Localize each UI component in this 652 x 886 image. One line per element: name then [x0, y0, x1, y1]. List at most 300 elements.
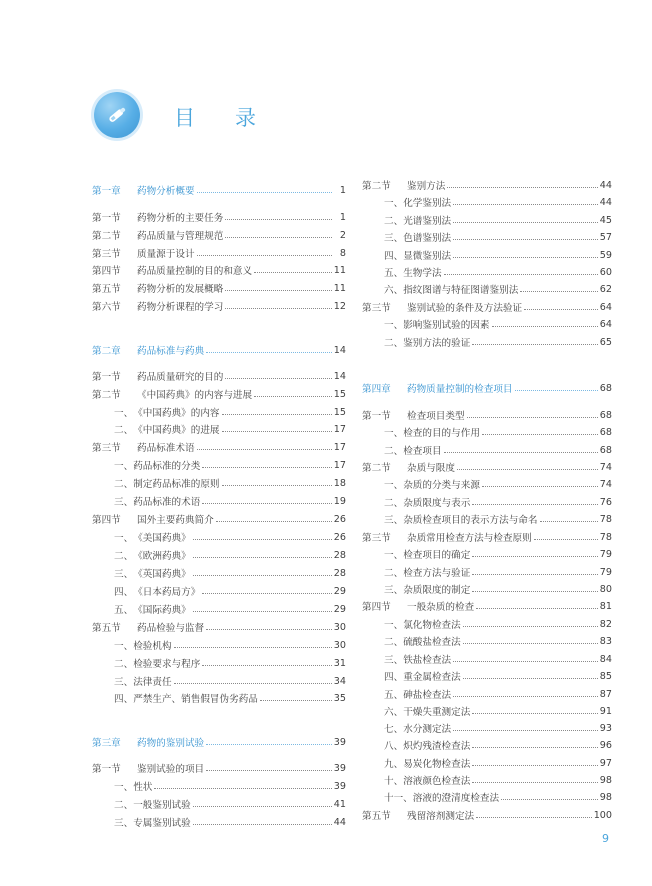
dot-leader	[206, 352, 332, 353]
toc-entry-title: 氯化物检查法	[403, 620, 461, 631]
dot-leader	[222, 414, 332, 415]
toc-entry-label: 第五节	[92, 284, 121, 295]
toc-entry-title: 药物的鉴别试验	[137, 738, 205, 749]
toc-entry-page: 84	[599, 653, 612, 665]
toc-subsection-entry[interactable]	[92, 691, 346, 705]
dot-leader	[154, 788, 331, 789]
toc-section-entry[interactable]	[362, 599, 612, 613]
toc-entry-title: 《欧洲药典》	[133, 551, 191, 562]
toc-entry-label: 第二节	[362, 463, 391, 474]
dot-leader	[225, 219, 332, 220]
toc-entry-title: 药品质量与管理规范	[137, 231, 224, 242]
toc-entry-title: 杂质限度与表示	[403, 498, 471, 509]
dot-leader	[463, 626, 598, 627]
toc-entry-label: 二、	[384, 216, 404, 227]
toc-entry-page: 60	[599, 266, 612, 278]
toc-entry-title: 检查项目	[403, 446, 442, 457]
toc-entry-label: 四、	[384, 672, 404, 683]
toc-entry-title: 显微鉴别法	[403, 251, 452, 262]
toc-entry-label: 三、	[114, 569, 134, 580]
toc-subsection-entry[interactable]	[362, 230, 612, 244]
toc-entry-title: 影响鉴别试验的因素	[403, 320, 490, 331]
toc-chapter-entry[interactable]	[92, 183, 346, 197]
toc-entry-page: 68	[599, 382, 612, 394]
dot-leader	[540, 521, 598, 522]
toc-entry-label: 第六节	[92, 302, 121, 313]
toc-entry-page: 64	[599, 318, 612, 330]
toc-subsection-entry[interactable]	[362, 582, 612, 596]
dot-leader	[225, 290, 331, 291]
toc-subsection-entry[interactable]	[362, 425, 612, 439]
dot-leader	[453, 661, 598, 662]
toc-entry-title: 《美国药典》	[133, 533, 191, 544]
toc-entry-title: 溶液颜色检查法	[403, 776, 471, 787]
toc-entry-page: 78	[599, 531, 612, 543]
toc-entry-label: 十、	[384, 776, 404, 787]
toc-section-entry[interactable]	[362, 178, 612, 192]
toc-entry-label: 一、	[384, 480, 404, 491]
toc-entry-page: 39	[333, 736, 346, 748]
toc-subsection-entry[interactable]	[362, 317, 612, 331]
toc-entry-title: 《中国药典》的进展	[133, 425, 220, 436]
toc-entry-title: 检查项目类型	[407, 411, 465, 422]
toc-subsection-entry[interactable]	[362, 335, 612, 349]
toc-entry-title: 生物学法	[403, 268, 442, 279]
toc-entry-page: 17	[333, 423, 346, 435]
toc-entry-label: 第三节	[362, 533, 391, 544]
toc-entry-title: 药品标准术语	[137, 443, 195, 454]
toc-entry-title: 《中国药典》的内容	[133, 408, 220, 419]
toc-subsection-entry[interactable]	[362, 704, 612, 718]
dot-leader	[174, 647, 332, 648]
dot-leader	[515, 390, 598, 391]
toc-entry-title: 炽灼残渣检查法	[403, 741, 471, 752]
toc-section-entry[interactable]	[92, 620, 346, 634]
toc-section-entry[interactable]	[362, 808, 612, 822]
toc-section-entry[interactable]	[362, 460, 612, 474]
toc-entry-page: 96	[599, 739, 612, 751]
toc-entry-label: 三、	[114, 818, 134, 829]
toc-entry-page: 64	[599, 301, 612, 313]
toc-entry-title: 光谱鉴别法	[403, 216, 452, 227]
toc-entry-page: 15	[333, 406, 346, 418]
dot-leader	[453, 257, 598, 258]
toc-entry-page: 97	[599, 757, 612, 769]
dot-leader	[476, 817, 592, 818]
toc-entry-page: 44	[599, 196, 612, 208]
toc-entry-page: 93	[599, 722, 612, 734]
toc-entry-page: 74	[599, 478, 612, 490]
toc-section-entry[interactable]	[92, 299, 346, 313]
toc-section-entry[interactable]	[362, 530, 612, 544]
dot-leader	[472, 344, 597, 345]
dot-leader	[453, 222, 598, 223]
toc-entry-title: 检验机构	[133, 641, 172, 652]
toc-entry-label: 第二节	[92, 231, 121, 242]
toc-subsection-entry[interactable]	[92, 548, 346, 562]
toc-entry-label: 第三章	[92, 738, 121, 749]
toc-subsection-entry[interactable]	[362, 248, 612, 262]
toc-entry-page: 8	[339, 247, 346, 259]
dot-leader	[174, 683, 332, 684]
toc-entry-page: 41	[333, 798, 346, 810]
toc-entry-page: 82	[599, 618, 612, 630]
toc-entry-page: 15	[333, 388, 346, 400]
toc-entry-label: 二、	[384, 498, 404, 509]
dot-leader	[222, 485, 332, 486]
toc-entry-page: 30	[333, 621, 346, 633]
toc-entry-page: 59	[599, 249, 612, 261]
toc-entry-label: 五、	[384, 690, 404, 701]
dot-leader	[520, 291, 597, 292]
dot-leader	[206, 744, 332, 745]
toc-entry-title: 检查项目的确定	[403, 550, 471, 561]
toc-entry-page: 57	[599, 231, 612, 243]
toc-entry-page: 91	[599, 705, 612, 717]
toc-subsection-entry[interactable]	[362, 282, 612, 296]
toc-entry-label: 第二节	[362, 181, 391, 192]
toc-section-entry[interactable]	[92, 228, 346, 242]
toc-subsection-entry[interactable]	[362, 756, 612, 770]
toc-entry-label: 九、	[384, 759, 404, 770]
toc-entry-page: 17	[333, 459, 346, 471]
toc-entry-title: 残留溶剂测定法	[407, 811, 475, 822]
toc-entry-page: 28	[333, 549, 346, 561]
dot-leader	[534, 539, 598, 540]
toc-entry-label: 三、	[384, 233, 404, 244]
toc-subsection-entry[interactable]	[362, 790, 612, 804]
toc-entry-label: 第三节	[92, 443, 121, 454]
toc-entry-page: 65	[599, 336, 612, 348]
dot-leader	[193, 557, 332, 558]
toc-subsection-entry[interactable]	[92, 494, 346, 508]
toc-entry-label: 二、	[384, 338, 404, 349]
toc-subsection-entry[interactable]	[362, 669, 612, 683]
toc-section-entry[interactable]	[92, 761, 346, 775]
toc-chapter-entry[interactable]	[92, 735, 346, 749]
dot-leader	[472, 574, 597, 575]
toc-subsection-entry[interactable]	[92, 815, 346, 829]
dot-leader	[447, 187, 597, 188]
toc-entry-label: 一、	[114, 408, 134, 419]
toc-entry-page: 11	[333, 282, 346, 294]
dot-leader	[457, 469, 598, 470]
toc-entry-label: 一、	[384, 550, 404, 561]
toc-entry-page: 76	[599, 496, 612, 508]
toc-entry-title: 制定药品标准的原则	[133, 479, 220, 490]
toc-entry-label: 二、	[114, 551, 134, 562]
toc-subsection-entry[interactable]	[92, 422, 346, 436]
dot-leader	[463, 678, 598, 679]
dot-leader	[444, 452, 598, 453]
toc-section-entry[interactable]	[92, 263, 346, 277]
toc-entry-title: 《英国药典》	[133, 569, 191, 580]
toc-subsection-entry[interactable]	[92, 638, 346, 652]
toc-entry-title: 硫酸盐检查法	[403, 637, 461, 648]
toc-subsection-entry[interactable]	[92, 566, 346, 580]
toc-entry-label: 六、	[384, 285, 404, 296]
toc-subsection-entry[interactable]	[362, 265, 612, 279]
toc-subsection-entry[interactable]	[362, 547, 612, 561]
toc-entry-label: 二、	[114, 800, 134, 811]
dot-leader	[225, 308, 331, 309]
toc-entry-title: 检查的目的与作用	[403, 428, 480, 439]
toc-entry-title: 药品质量控制的目的和意义	[137, 266, 253, 277]
toc-entry-page: 68	[599, 444, 612, 456]
dot-leader	[197, 449, 332, 450]
dot-leader	[193, 806, 332, 807]
toc-entry-page: 1	[339, 184, 346, 196]
toc-entry-label: 第四章	[362, 384, 391, 395]
dot-leader	[453, 730, 598, 731]
toc-entry-title: 鉴别方法	[407, 181, 446, 192]
toc-subsection-entry[interactable]	[362, 652, 612, 666]
dot-leader	[472, 591, 597, 592]
toc-entry-title: 专属鉴别试验	[133, 818, 191, 829]
toc-entry-page: 17	[333, 441, 346, 453]
toc-section-entry[interactable]	[92, 387, 346, 401]
toc-entry-page: 14	[333, 370, 346, 382]
toc-entry-label: 三、	[384, 515, 404, 526]
toc-entry-page: 14	[333, 344, 346, 356]
toc-entry-label: 二、	[114, 425, 134, 436]
toc-entry-label: 四、	[384, 251, 404, 262]
page-number: 9	[602, 832, 609, 845]
toc-entry-page: 34	[333, 675, 346, 687]
toc-entry-page: 83	[599, 635, 612, 647]
toc-entry-label: 一、	[384, 620, 404, 631]
dot-leader	[225, 378, 331, 379]
toc-chapter-entry[interactable]	[92, 343, 346, 357]
toc-entry-label: 一、	[114, 641, 134, 652]
toc-entry-label: 三、	[114, 497, 134, 508]
toc-subsection-entry[interactable]	[362, 634, 612, 648]
toc-entry-label: 一、	[384, 320, 404, 331]
toc-subsection-entry[interactable]	[362, 495, 612, 509]
toc-entry-page: 44	[333, 816, 346, 828]
dot-leader	[472, 782, 597, 783]
toc-subsection-entry[interactable]	[92, 476, 346, 490]
toc-entry-page: 68	[599, 409, 612, 421]
toc-section-entry[interactable]	[92, 246, 346, 260]
toc-section-entry[interactable]	[92, 512, 346, 526]
dot-leader	[453, 239, 598, 240]
toc-entry-page: 29	[333, 585, 346, 597]
dot-leader	[472, 556, 597, 557]
toc-entry-label: 四、	[114, 694, 134, 705]
toc-entry-page: 80	[599, 583, 612, 595]
toc-entry-title: 干燥失重测定法	[403, 707, 471, 718]
toc-entry-label: 二、	[384, 568, 404, 579]
toc-entry-label: 一、	[114, 461, 134, 472]
toc-subsection-entry[interactable]	[362, 721, 612, 735]
toc-entry-page: 79	[599, 548, 612, 560]
toc-entry-label: 第一节	[92, 764, 121, 775]
dot-leader	[202, 593, 331, 594]
toc-entry-page: 85	[599, 670, 612, 682]
toc-subsection-entry[interactable]	[362, 477, 612, 491]
dot-leader	[453, 204, 598, 205]
toc-title: 目录	[174, 106, 296, 130]
toc-entry-label: 七、	[384, 724, 404, 735]
toc-entry-page: 39	[333, 762, 346, 774]
toc-entry-page: 1	[339, 211, 346, 223]
toc-entry-page: 30	[333, 639, 346, 651]
dot-leader	[467, 417, 598, 418]
toc-entry-label: 第五节	[362, 811, 391, 822]
toc-entry-label: 第四节	[92, 266, 121, 277]
toc-entry-label: 一、	[384, 428, 404, 439]
toc-entry-label: 第一节	[92, 372, 121, 383]
toc-entry-page: 12	[333, 300, 346, 312]
dot-leader	[472, 713, 597, 714]
toc-entry-label: 第一节	[362, 411, 391, 422]
dot-leader	[524, 309, 598, 310]
dot-leader	[202, 503, 331, 504]
toc-entry-title: 法律责任	[133, 677, 172, 688]
toc-entry-page: 100	[593, 809, 612, 821]
toc-subsection-entry[interactable]	[362, 195, 612, 209]
toc-section-entry[interactable]	[92, 369, 346, 383]
toc-entry-page: 26	[333, 531, 346, 543]
toc-entry-title: 砷盐检查法	[403, 690, 452, 701]
dot-leader	[222, 431, 332, 432]
dot-leader	[225, 237, 332, 238]
toc-entry-label: 第三节	[362, 303, 391, 314]
toc-entry-label: 三、	[384, 585, 404, 596]
toc-entry-page: 35	[333, 692, 346, 704]
toc-subsection-entry[interactable]	[92, 602, 346, 616]
toc-entry-label: 五、	[384, 268, 404, 279]
toc-entry-page: 11	[333, 264, 346, 276]
toc-entry-page: 98	[599, 774, 612, 786]
toc-entry-title: 杂质常用检查方法与检查原则	[407, 533, 532, 544]
toc-entry-label: 一、	[114, 782, 134, 793]
dot-leader	[193, 824, 332, 825]
toc-subsection-entry[interactable]	[92, 530, 346, 544]
toc-entry-page: 62	[599, 283, 612, 295]
toc-entry-label: 一、	[114, 533, 134, 544]
toc-entry-title: 国外主要药典简介	[137, 515, 214, 526]
toc-entry-label: 第五节	[92, 623, 121, 634]
toc-entry-page: 26	[333, 513, 346, 525]
toc-entry-label: 二、	[114, 479, 134, 490]
toc-subsection-entry[interactable]	[92, 656, 346, 670]
toc-entry-label: 一、	[384, 198, 404, 209]
toc-chapter-entry[interactable]	[362, 381, 612, 395]
toc-subsection-entry[interactable]	[362, 773, 612, 787]
toc-entry-label: 十一、	[384, 793, 413, 804]
toc-subsection-entry[interactable]	[362, 687, 612, 701]
toc-section-entry[interactable]	[92, 210, 346, 224]
header-badge	[94, 92, 140, 138]
dot-leader	[501, 799, 598, 800]
dot-leader	[260, 700, 332, 701]
toc-entry-label: 第四节	[92, 515, 121, 526]
toc-entry-title: 重金属检查法	[403, 672, 461, 683]
toc-section-entry[interactable]	[92, 281, 346, 295]
toc-entry-title: 杂质的分类与来源	[403, 480, 480, 491]
toc-section-entry[interactable]	[362, 408, 612, 422]
toc-entry-title: 《国际药典》	[133, 605, 191, 616]
toc-subsection-entry[interactable]	[362, 565, 612, 579]
toc-entry-label: 二、	[384, 637, 404, 648]
dot-leader	[206, 629, 332, 630]
dot-leader	[254, 272, 332, 273]
toc-entry-title: 药品检验与监督	[137, 623, 205, 634]
toc-subsection-entry[interactable]	[362, 738, 612, 752]
toc-entry-title: 一般杂质的检查	[407, 602, 475, 613]
toc-entry-label: 八、	[384, 741, 404, 752]
toc-subsection-entry[interactable]	[92, 584, 346, 598]
toc-subsection-entry[interactable]	[362, 512, 612, 526]
dot-leader	[254, 396, 332, 397]
toc-entry-page: 74	[599, 461, 612, 473]
toc-entry-title: 鉴别试验的项目	[137, 764, 205, 775]
toc-entry-page: 45	[599, 214, 612, 226]
toc-entry-page: 98	[599, 791, 612, 803]
dot-leader	[453, 696, 598, 697]
toc-entry-title: 质量源于设计	[137, 249, 195, 260]
toc-subsection-entry[interactable]	[92, 797, 346, 811]
toc-entry-page: 87	[599, 688, 612, 700]
toc-entry-title: 鉴别试验的条件及方法验证	[407, 303, 523, 314]
toc-entry-title: 易炭化物检查法	[403, 759, 471, 770]
dot-leader	[216, 521, 332, 522]
toc-entry-page: 29	[333, 603, 346, 615]
toc-subsection-entry[interactable]	[92, 405, 346, 419]
toc-entry-title: 药物分析课程的学习	[137, 302, 224, 313]
toc-entry-title: 药品标准的术语	[133, 497, 201, 508]
toc-entry-label: 第一节	[92, 213, 121, 224]
dot-leader	[193, 539, 332, 540]
toc-section-entry[interactable]	[92, 440, 346, 454]
toc-entry-title: 检查方法与验证	[403, 568, 471, 579]
dot-leader	[206, 770, 332, 771]
toc-entry-label: 二、	[384, 446, 404, 457]
dot-leader	[463, 643, 598, 644]
toc-entry-title: 药物质量控制的检查项目	[407, 384, 513, 395]
toc-entry-title: 性状	[133, 782, 153, 793]
toc-entry-page: 44	[599, 179, 612, 191]
toc-entry-label: 第二章	[92, 346, 121, 357]
toc-subsection-entry[interactable]	[92, 779, 346, 793]
toc-entry-title: 水分测定法	[403, 724, 452, 735]
dot-leader	[476, 608, 598, 609]
toc-subsection-entry[interactable]	[362, 617, 612, 631]
toc-entry-label: 第三节	[92, 249, 121, 260]
toc-entry-label: 五、	[114, 605, 134, 616]
toc-entry-label: 三、	[384, 655, 404, 666]
dot-leader	[193, 575, 332, 576]
toc-subsection-entry[interactable]	[362, 213, 612, 227]
toc-entry-title: 铁盐检查法	[403, 655, 452, 666]
dot-leader	[197, 192, 332, 193]
toc-section-entry[interactable]	[362, 300, 612, 314]
toc-entry-title: 杂质与限度	[407, 463, 455, 474]
dot-leader	[202, 467, 331, 468]
toc-entry-title: 《日本药局方》	[133, 587, 201, 598]
toc-entry-page: 19	[333, 495, 346, 507]
toc-entry-label: 三、	[114, 677, 134, 688]
toc-entry-title: 药物分析概要	[137, 186, 195, 197]
toc-subsection-entry[interactable]	[92, 458, 346, 472]
toc-entry-title: 药品标准的分类	[133, 461, 201, 472]
toc-subsection-entry[interactable]	[92, 674, 346, 688]
dot-leader	[197, 255, 332, 256]
toc-entry-title: 鉴别方法的验证	[403, 338, 471, 349]
toc-subsection-entry[interactable]	[362, 443, 612, 457]
